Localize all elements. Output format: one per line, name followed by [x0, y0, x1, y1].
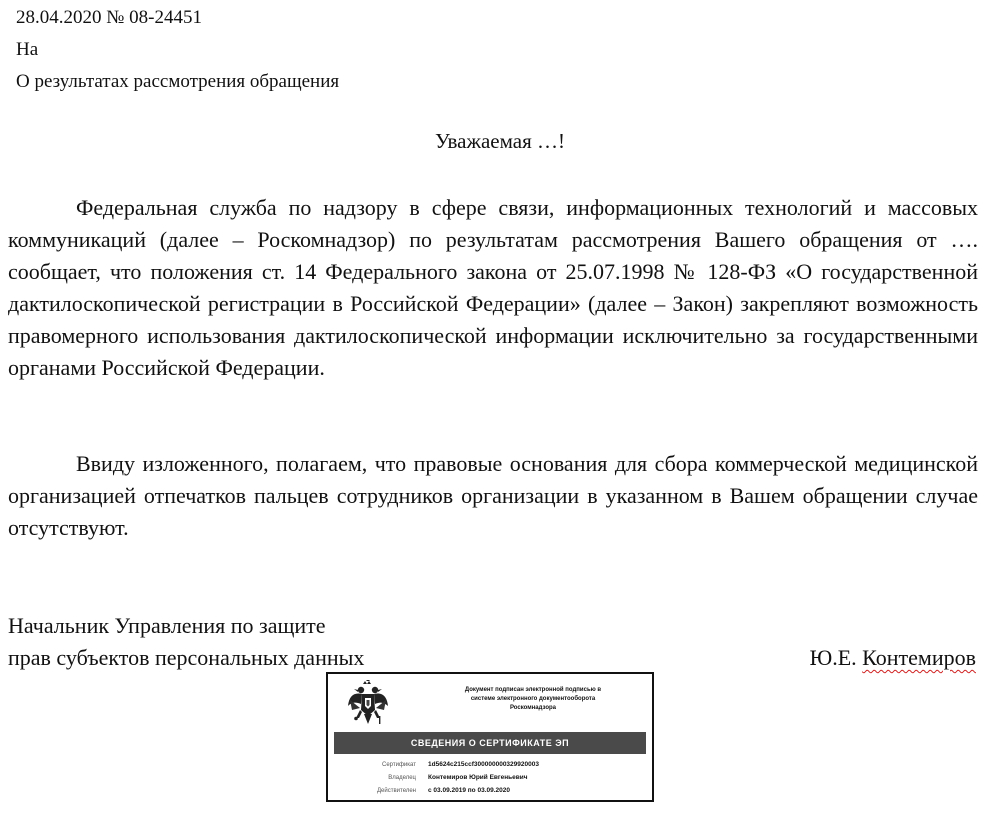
recipient-line: На [16, 39, 39, 60]
stamp-header-line-3: Роскомнадзора [509, 705, 557, 711]
signatory-position-line-1: Начальник Управления по защите [8, 613, 326, 638]
subject-line: О результатах рассмотрения обращения [16, 71, 340, 92]
stamp-header-line-1: Документ подписан электронной подписью в [464, 687, 602, 693]
stamp-row-value: Контемиров Юрий Евгеньевич [428, 774, 528, 781]
stamp-row-value: 1d5624c215ccf300000000329920003 [428, 761, 539, 768]
signatory-surname: Контемиров [862, 645, 976, 670]
stamp-row-certificate [338, 758, 648, 771]
stamp-row-owner [338, 771, 648, 784]
date-and-number: 28.04.2020 № 08-24451 [16, 7, 202, 28]
stamp-row-label: Действителен [376, 787, 416, 794]
stamp-row-label: Владелец [388, 774, 416, 781]
body-paragraph-1-text: Федеральная служба по надзору в сфере связи, информационных технологий и массовых коммуникаций (далее – Роскомнадзор) по результатам рассмотрения Вашего обращения от …. сообщает, что положения ст. 14 Федерального закона от 25.07.1998 № 128-ФЗ «О государственной дактилоскопической регистрации в Российской Федерации» (далее – Закон) закрепляют возможность правомерного использования дактилоскопической информации исключительно за государственными органами Российской Федерации. [8, 195, 978, 380]
stamp-title-bar: СВЕДЕНИЯ О СЕРТИФИКАТЕ ЭП [334, 732, 646, 754]
signatory-name [810, 642, 976, 674]
greeting [0, 128, 1000, 154]
stamp-row-label: Сертификат [382, 761, 416, 768]
stamp-header [420, 686, 646, 713]
body-paragraph-2-text: Ввиду изложенного, полагаем, что правовые основания для сбора коммерческой медицинской организацией отпечатков пальцев сотрудников организации в указанном в Вашем обращении случае отсутствуют. [8, 451, 978, 540]
body-paragraph-2 [8, 448, 978, 544]
signatory-position-line-2: прав субъектов персональных данных [8, 645, 365, 670]
signatory-position [8, 610, 364, 674]
body-paragraph-1 [8, 192, 978, 384]
signatory-initials: Ю.Е. [809, 645, 863, 670]
stamp-row-validity [338, 784, 648, 797]
stamp-header-line-2: системе электронного документооборота [470, 696, 596, 702]
stamp-certificate-details [338, 758, 648, 797]
greeting-text: Уважаемая …! [435, 129, 565, 153]
electronic-signature-stamp [326, 672, 654, 802]
stamp-row-value: с 03.09.2019 по 03.09.2020 [428, 787, 510, 794]
double-headed-eagle-emblem-icon [346, 680, 390, 726]
